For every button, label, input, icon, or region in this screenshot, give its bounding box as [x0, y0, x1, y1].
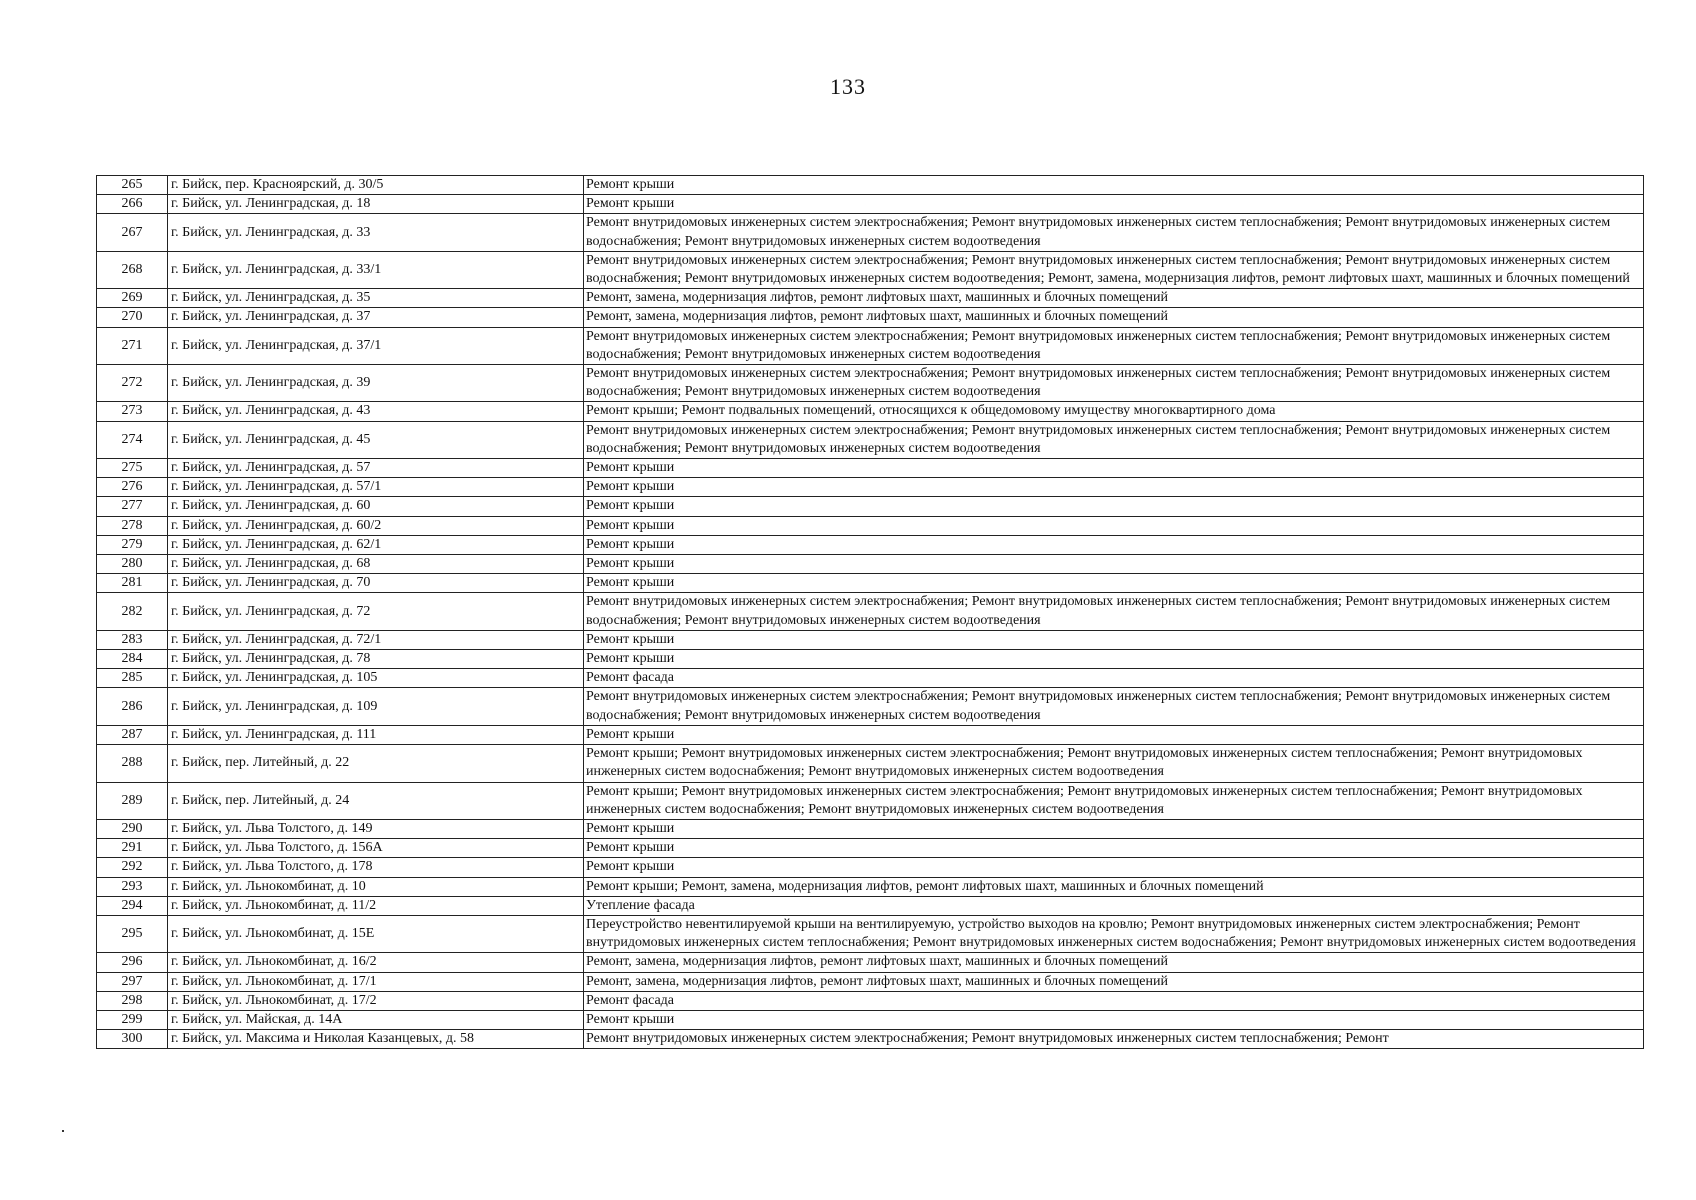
building-address: г. Бийск, ул. Ленинградская, д. 57/1 — [168, 478, 584, 497]
row-number: 294 — [97, 896, 168, 915]
table-row — [97, 745, 1644, 782]
table-row — [97, 402, 1644, 421]
row-number: 291 — [97, 839, 168, 858]
building-address: г. Бийск, ул. Ленинградская, д. 111 — [168, 725, 584, 744]
row-number: 265 — [97, 176, 168, 195]
building-address: г. Бийск, ул. Льнокомбинат, д. 11/2 — [168, 896, 584, 915]
row-number: 281 — [97, 574, 168, 593]
table-row — [97, 991, 1644, 1010]
table-row — [97, 858, 1644, 877]
building-address: г. Бийск, ул. Майская, д. 14А — [168, 1010, 584, 1029]
row-number: 289 — [97, 782, 168, 819]
repair-works: Ремонт крыши — [584, 478, 1644, 497]
table-row — [97, 688, 1644, 725]
row-number: 276 — [97, 478, 168, 497]
row-number: 290 — [97, 819, 168, 838]
table-row — [97, 459, 1644, 478]
table-row — [97, 1010, 1644, 1029]
repair-works: Ремонт крыши; Ремонт внутридомовых инженерных систем электроснабжения; Ремонт внутридомовых инженерных систем теплоснабжения; Ремонт внутридомовых инженерных систем водоснабжения; Ремонт внутридомовых инженерных систем водоотведения — [584, 782, 1644, 819]
row-number: 270 — [97, 308, 168, 327]
row-number: 277 — [97, 497, 168, 516]
row-number: 293 — [97, 877, 168, 896]
table-row — [97, 176, 1644, 195]
repair-works: Ремонт крыши — [584, 819, 1644, 838]
repair-works: Ремонт крыши — [584, 497, 1644, 516]
building-address: г. Бийск, ул. Ленинградская, д. 62/1 — [168, 535, 584, 554]
repair-works: Ремонт, замена, модернизация лифтов, ремонт лифтовых шахт, машинных и блочных помещений — [584, 289, 1644, 308]
repair-works: Ремонт крыши — [584, 1010, 1644, 1029]
table-row — [97, 839, 1644, 858]
row-number: 267 — [97, 214, 168, 251]
repair-registry-table — [96, 175, 1644, 1049]
table-row — [97, 535, 1644, 554]
building-address: г. Бийск, ул. Ленинградская, д. 72/1 — [168, 630, 584, 649]
repair-works: Ремонт крыши — [584, 650, 1644, 669]
row-number: 282 — [97, 593, 168, 630]
building-address: г. Бийск, ул. Максима и Николая Казанцевых, д. 58 — [168, 1030, 584, 1049]
table-row — [97, 593, 1644, 630]
row-number: 288 — [97, 745, 168, 782]
table-row — [97, 1030, 1644, 1049]
repair-works: Ремонт крыши — [584, 574, 1644, 593]
building-address: г. Бийск, ул. Ленинградская, д. 109 — [168, 688, 584, 725]
building-address: г. Бийск, ул. Льва Толстого, д. 178 — [168, 858, 584, 877]
building-address: г. Бийск, ул. Льнокомбинат, д. 10 — [168, 877, 584, 896]
repair-works: Ремонт внутридомовых инженерных систем электроснабжения; Ремонт внутридомовых инженерных систем теплоснабжения; Ремонт внутридомовых инженерных систем водоснабжения; Ремонт внутридомовых инженерных систем водоотведения — [584, 214, 1644, 251]
row-number: 283 — [97, 630, 168, 649]
repair-works: Утепление фасада — [584, 896, 1644, 915]
building-address: г. Бийск, ул. Ленинградская, д. 37/1 — [168, 327, 584, 364]
repair-works: Ремонт крыши — [584, 858, 1644, 877]
repair-works: Ремонт внутридомовых инженерных систем электроснабжения; Ремонт внутридомовых инженерных систем теплоснабжения; Ремонт внутридомовых инженерных систем водоснабжения; Ремонт внутридомовых инженерных систем водоотведения — [584, 421, 1644, 458]
table-row — [97, 214, 1644, 251]
repair-works: Ремонт крыши — [584, 195, 1644, 214]
table-row — [97, 574, 1644, 593]
building-address: г. Бийск, ул. Льнокомбинат, д. 17/2 — [168, 991, 584, 1010]
table-row — [97, 896, 1644, 915]
building-address: г. Бийск, ул. Льнокомбинат, д. 15Е — [168, 915, 584, 952]
row-number: 275 — [97, 459, 168, 478]
building-address: г. Бийск, пер. Литейный, д. 24 — [168, 782, 584, 819]
building-address: г. Бийск, ул. Ленинградская, д. 70 — [168, 574, 584, 593]
building-address: г. Бийск, ул. Ленинградская, д. 78 — [168, 650, 584, 669]
table-row — [97, 555, 1644, 574]
building-address: г. Бийск, ул. Ленинградская, д. 37 — [168, 308, 584, 327]
table-row — [97, 915, 1644, 952]
table-row — [97, 421, 1644, 458]
building-address: г. Бийск, ул. Ленинградская, д. 72 — [168, 593, 584, 630]
building-address: г. Бийск, ул. Ленинградская, д. 57 — [168, 459, 584, 478]
building-address: г. Бийск, ул. Ленинградская, д. 43 — [168, 402, 584, 421]
page-number: 133 — [830, 74, 866, 99]
building-address: г. Бийск, ул. Ленинградская, д. 45 — [168, 421, 584, 458]
repair-works: Ремонт крыши; Ремонт внутридомовых инженерных систем электроснабжения; Ремонт внутридомовых инженерных систем теплоснабжения; Ремонт внутридомовых инженерных систем водоснабжения; Ремонт внутридомовых инженерных систем водоотведения — [584, 745, 1644, 782]
table-row — [97, 327, 1644, 364]
registry-body — [97, 176, 1644, 1049]
row-number: 279 — [97, 535, 168, 554]
table-row — [97, 819, 1644, 838]
table-row — [97, 630, 1644, 649]
building-address: г. Бийск, ул. Ленинградская, д. 105 — [168, 669, 584, 688]
row-number: 280 — [97, 555, 168, 574]
repair-works: Ремонт фасада — [584, 669, 1644, 688]
repair-works: Ремонт крыши; Ремонт подвальных помещений, относящихся к общедомовому имуществу многоквартирного дома — [584, 402, 1644, 421]
row-number: 273 — [97, 402, 168, 421]
table-row — [97, 516, 1644, 535]
building-address: г. Бийск, ул. Льнокомбинат, д. 17/1 — [168, 972, 584, 991]
building-address: г. Бийск, ул. Ленинградская, д. 33 — [168, 214, 584, 251]
table-row — [97, 725, 1644, 744]
building-address: г. Бийск, пер. Литейный, д. 22 — [168, 745, 584, 782]
building-address: г. Бийск, ул. Ленинградская, д. 35 — [168, 289, 584, 308]
repair-works: Ремонт внутридомовых инженерных систем электроснабжения; Ремонт внутридомовых инженерных систем теплоснабжения; Ремонт — [584, 1030, 1644, 1049]
building-address: г. Бийск, ул. Льнокомбинат, д. 16/2 — [168, 953, 584, 972]
repair-works: Ремонт крыши — [584, 176, 1644, 195]
building-address: г. Бийск, ул. Льва Толстого, д. 156А — [168, 839, 584, 858]
row-number: 278 — [97, 516, 168, 535]
building-address: г. Бийск, ул. Ленинградская, д. 18 — [168, 195, 584, 214]
table-row — [97, 365, 1644, 402]
row-number: 285 — [97, 669, 168, 688]
table-row — [97, 877, 1644, 896]
repair-works: Ремонт крыши — [584, 459, 1644, 478]
repair-works: Ремонт внутридомовых инженерных систем электроснабжения; Ремонт внутридомовых инженерных систем теплоснабжения; Ремонт внутридомовых инженерных систем водоснабжения; Ремонт внутридомовых инженерных систем водоотведения — [584, 365, 1644, 402]
repair-works: Ремонт, замена, модернизация лифтов, ремонт лифтовых шахт, машинных и блочных помещений — [584, 972, 1644, 991]
row-number: 300 — [97, 1030, 168, 1049]
row-number: 299 — [97, 1010, 168, 1029]
repair-works: Ремонт крыши — [584, 555, 1644, 574]
building-address: г. Бийск, ул. Ленинградская, д. 68 — [168, 555, 584, 574]
repair-works: Ремонт крыши; Ремонт, замена, модернизация лифтов, ремонт лифтовых шахт, машинных и блочных помещений — [584, 877, 1644, 896]
building-address: г. Бийск, ул. Ленинградская, д. 60/2 — [168, 516, 584, 535]
scan-speck — [62, 1130, 64, 1132]
repair-works: Ремонт внутридомовых инженерных систем электроснабжения; Ремонт внутридомовых инженерных систем теплоснабжения; Ремонт внутридомовых инженерных систем водоснабжения; Ремонт внутридомовых инженерных систем водоотведения — [584, 327, 1644, 364]
row-number: 292 — [97, 858, 168, 877]
building-address: г. Бийск, ул. Ленинградская, д. 33/1 — [168, 251, 584, 288]
row-number: 284 — [97, 650, 168, 669]
repair-works: Ремонт крыши — [584, 839, 1644, 858]
repair-works: Ремонт крыши — [584, 535, 1644, 554]
table-row — [97, 953, 1644, 972]
row-number: 287 — [97, 725, 168, 744]
repair-works: Ремонт внутридомовых инженерных систем электроснабжения; Ремонт внутридомовых инженерных систем теплоснабжения; Ремонт внутридомовых инженерных систем водоснабжения; Ремонт внутридомовых инженерных систем водоотведения; Ремонт, замена, модернизация лифтов, ремонт лифтовых шахт, машинных и блочных помещений — [584, 251, 1644, 288]
row-number: 274 — [97, 421, 168, 458]
table-row — [97, 289, 1644, 308]
repair-works: Ремонт, замена, модернизация лифтов, ремонт лифтовых шахт, машинных и блочных помещений — [584, 953, 1644, 972]
row-number: 297 — [97, 972, 168, 991]
table-row — [97, 972, 1644, 991]
building-address: г. Бийск, ул. Ленинградская, д. 60 — [168, 497, 584, 516]
building-address: г. Бийск, ул. Ленинградская, д. 39 — [168, 365, 584, 402]
row-number: 296 — [97, 953, 168, 972]
repair-works: Ремонт крыши — [584, 516, 1644, 535]
row-number: 268 — [97, 251, 168, 288]
building-address: г. Бийск, пер. Красноярский, д. 30/5 — [168, 176, 584, 195]
row-number: 298 — [97, 991, 168, 1010]
row-number: 271 — [97, 327, 168, 364]
table-row — [97, 195, 1644, 214]
table-row — [97, 650, 1644, 669]
repair-works: Ремонт, замена, модернизация лифтов, ремонт лифтовых шахт, машинных и блочных помещений — [584, 308, 1644, 327]
table-row — [97, 669, 1644, 688]
row-number: 286 — [97, 688, 168, 725]
repair-works: Переустройство невентилируемой крыши на вентилируемую, устройство выходов на кровлю; Ремонт внутридомовых инженерных систем электроснабжения; Ремонт внутридомовых инженерных систем теплоснабжения; Ремонт внутридомовых инженерных систем водоснабжения; Ремонт внутридомовых инженерных систем водоотведения — [584, 915, 1644, 952]
repair-works: Ремонт крыши — [584, 725, 1644, 744]
building-address: г. Бийск, ул. Льва Толстого, д. 149 — [168, 819, 584, 838]
repair-works: Ремонт фасада — [584, 991, 1644, 1010]
table-row — [97, 782, 1644, 819]
repair-works: Ремонт внутридомовых инженерных систем электроснабжения; Ремонт внутридомовых инженерных систем теплоснабжения; Ремонт внутридомовых инженерных систем водоснабжения; Ремонт внутридомовых инженерных систем водоотведения — [584, 593, 1644, 630]
repair-works: Ремонт внутридомовых инженерных систем электроснабжения; Ремонт внутридомовых инженерных систем теплоснабжения; Ремонт внутридомовых инженерных систем водоснабжения; Ремонт внутридомовых инженерных систем водоотведения — [584, 688, 1644, 725]
table-row — [97, 308, 1644, 327]
row-number: 269 — [97, 289, 168, 308]
table-row — [97, 497, 1644, 516]
repair-works: Ремонт крыши — [584, 630, 1644, 649]
row-number: 295 — [97, 915, 168, 952]
row-number: 272 — [97, 365, 168, 402]
table-row — [97, 478, 1644, 497]
row-number: 266 — [97, 195, 168, 214]
table-row — [97, 251, 1644, 288]
